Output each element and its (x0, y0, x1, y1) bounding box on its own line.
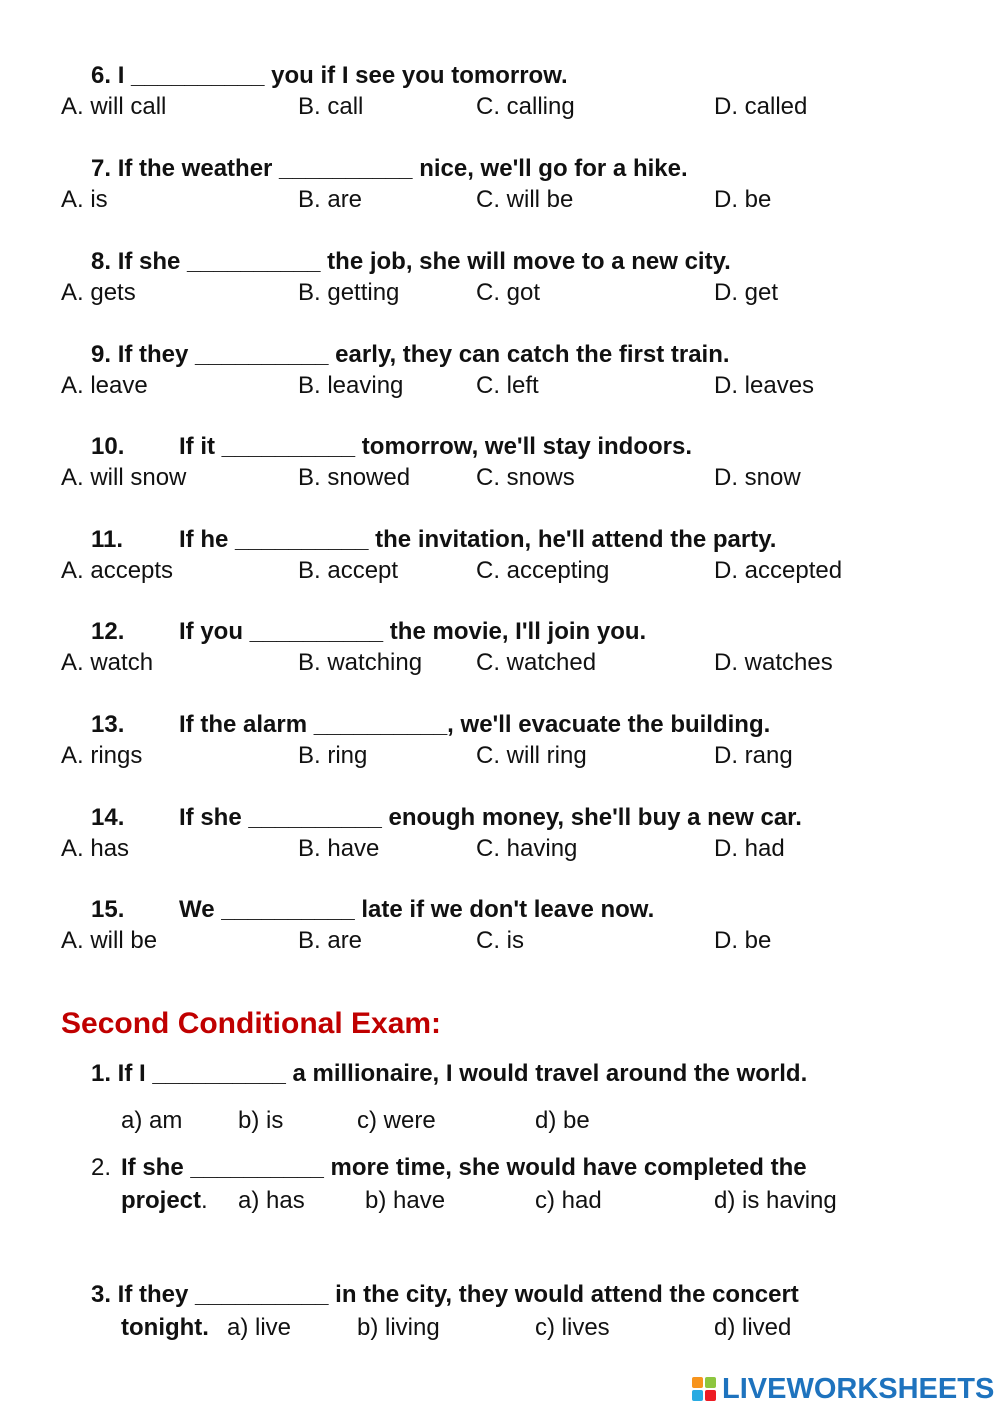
option-a[interactable]: A. will be (61, 927, 158, 954)
option-c[interactable]: C. watched (476, 649, 597, 676)
question-word: project (121, 1187, 202, 1214)
option-a[interactable]: A. watch (61, 649, 154, 676)
option-c[interactable]: C. is (476, 927, 524, 954)
question-stem (91, 248, 731, 276)
option-b[interactable]: B. are (298, 186, 363, 213)
option-d[interactable]: D. be (714, 186, 772, 213)
option-c[interactable]: C. calling (476, 93, 575, 120)
logo-text: LIVEWORKSHEETS (722, 1373, 995, 1405)
question-text: 1. If I __________ a millionaire, I would travel around the world. (91, 1060, 808, 1087)
option-c[interactable]: c) had (535, 1187, 602, 1214)
option-a[interactable]: A. will snow (61, 464, 187, 491)
options-row (0, 93, 999, 121)
question-number: 12. (91, 618, 125, 645)
question-stem (91, 526, 776, 554)
option-b[interactable]: B. accept (298, 557, 399, 584)
option-a[interactable]: A. gets (61, 279, 136, 306)
question-text: If the weather __________ nice, we'll go for a hike. (117, 155, 688, 182)
options-row (0, 279, 999, 307)
question-number: 11. (91, 526, 124, 553)
question-text: If he __________ the invitation, he'll attend the party. (179, 526, 777, 553)
option-c[interactable]: C. snows (476, 464, 575, 491)
option-b[interactable]: B. getting (298, 279, 400, 306)
question-text: 3. If they __________ in the city, they would attend the concert (91, 1281, 799, 1308)
options-row (0, 186, 999, 214)
option-b[interactable]: B. snowed (298, 464, 411, 491)
question-number: 14. (91, 804, 125, 831)
option-d[interactable]: d) lived (714, 1314, 792, 1341)
question-number: 10. (91, 433, 125, 460)
question-stem (91, 711, 770, 739)
question-stem (91, 433, 692, 461)
question-number: 7. (91, 155, 112, 182)
option-d[interactable]: d) be (535, 1107, 590, 1134)
option-d[interactable]: D. had (714, 835, 785, 862)
question-text: We __________ late if we don't leave now. (179, 896, 655, 923)
option-b[interactable]: b) is (238, 1107, 284, 1134)
option-d[interactable]: d) is having (714, 1187, 837, 1214)
option-b[interactable]: B. leaving (298, 372, 404, 399)
option-d[interactable]: D. get (714, 279, 779, 306)
question-stem (91, 804, 802, 832)
option-a[interactable]: A. leave (61, 372, 148, 399)
option-b[interactable]: b) living (357, 1314, 440, 1341)
question-text: If the alarm __________, we'll evacuate the building. (179, 711, 771, 738)
option-d[interactable]: D. snow (714, 464, 801, 491)
question-stem (91, 618, 646, 646)
option-c[interactable]: C. having (476, 835, 578, 862)
option-a[interactable]: a) live (227, 1314, 292, 1341)
option-c[interactable]: C. left (476, 372, 539, 399)
option-a[interactable]: A. has (61, 835, 130, 862)
option-d[interactable]: D. leaves (714, 372, 815, 399)
option-b[interactable]: B. watching (298, 649, 423, 676)
option-a[interactable]: a) am (121, 1107, 183, 1134)
option-d[interactable]: D. called (714, 93, 808, 120)
question-text: If she __________ enough money, she'll buy a new car. (179, 804, 802, 831)
option-b[interactable]: B. ring (298, 742, 368, 769)
question-stem (91, 62, 568, 90)
question-number: 15. (91, 896, 125, 923)
option-a[interactable]: A. will call (61, 93, 167, 120)
question-number: 6. (91, 62, 112, 89)
question-text: If it __________ tomorrow, we'll stay indoors. (179, 433, 692, 460)
option-c[interactable]: c) were (357, 1107, 436, 1134)
option-d[interactable]: D. accepted (714, 557, 843, 584)
option-a[interactable]: A. is (61, 186, 108, 213)
option-c[interactable]: C. accepting (476, 557, 610, 584)
option-c[interactable]: C. will be (476, 186, 574, 213)
question-number: 2. (91, 1154, 112, 1181)
liveworksheets-logo-icon (692, 1377, 718, 1401)
liveworksheets-logo (692, 1374, 994, 1404)
option-c[interactable]: C. will ring (476, 742, 587, 769)
options-row (0, 649, 999, 677)
question-text: If she __________ more time, she would have completed the (121, 1154, 807, 1181)
option-d[interactable]: D. rang (714, 742, 793, 769)
option-a[interactable]: A. accepts (61, 557, 174, 584)
option-c[interactable]: c) lives (535, 1314, 610, 1341)
options-row (0, 372, 999, 400)
option-b[interactable]: B. have (298, 835, 380, 862)
question-text-continued: tonight. (121, 1314, 209, 1341)
option-b[interactable]: B. call (298, 93, 364, 120)
question-stem (91, 896, 654, 924)
question-stem (91, 341, 730, 369)
question-text: If they __________ early, they can catch the first train. (117, 341, 730, 368)
question-number: 9. (91, 341, 112, 368)
question-stem (91, 155, 688, 183)
option-d[interactable]: D. be (714, 927, 772, 954)
question-period: . (201, 1187, 208, 1214)
question-number: 13. (91, 711, 125, 738)
option-d[interactable]: D. watches (714, 649, 833, 676)
question-number: 8. (91, 248, 112, 275)
option-b[interactable]: B. are (298, 927, 363, 954)
options-row (0, 464, 999, 492)
options-row (0, 557, 999, 585)
options-row (0, 927, 999, 955)
option-b[interactable]: b) have (365, 1187, 446, 1214)
question-text: I __________ you if I see you tomorrow. (117, 62, 568, 89)
option-c[interactable]: C. got (476, 279, 541, 306)
option-a[interactable]: A. rings (61, 742, 143, 769)
section-title-second-conditional: Second Conditional Exam: (61, 1007, 442, 1040)
option-a[interactable]: a) has (238, 1187, 305, 1214)
question-text: If she __________ the job, she will move to a new city. (117, 248, 731, 275)
question-text-continued (121, 1187, 208, 1215)
options-row (0, 742, 999, 770)
question-text: If you __________ the movie, I'll join you. (179, 618, 647, 645)
options-row (0, 835, 999, 863)
